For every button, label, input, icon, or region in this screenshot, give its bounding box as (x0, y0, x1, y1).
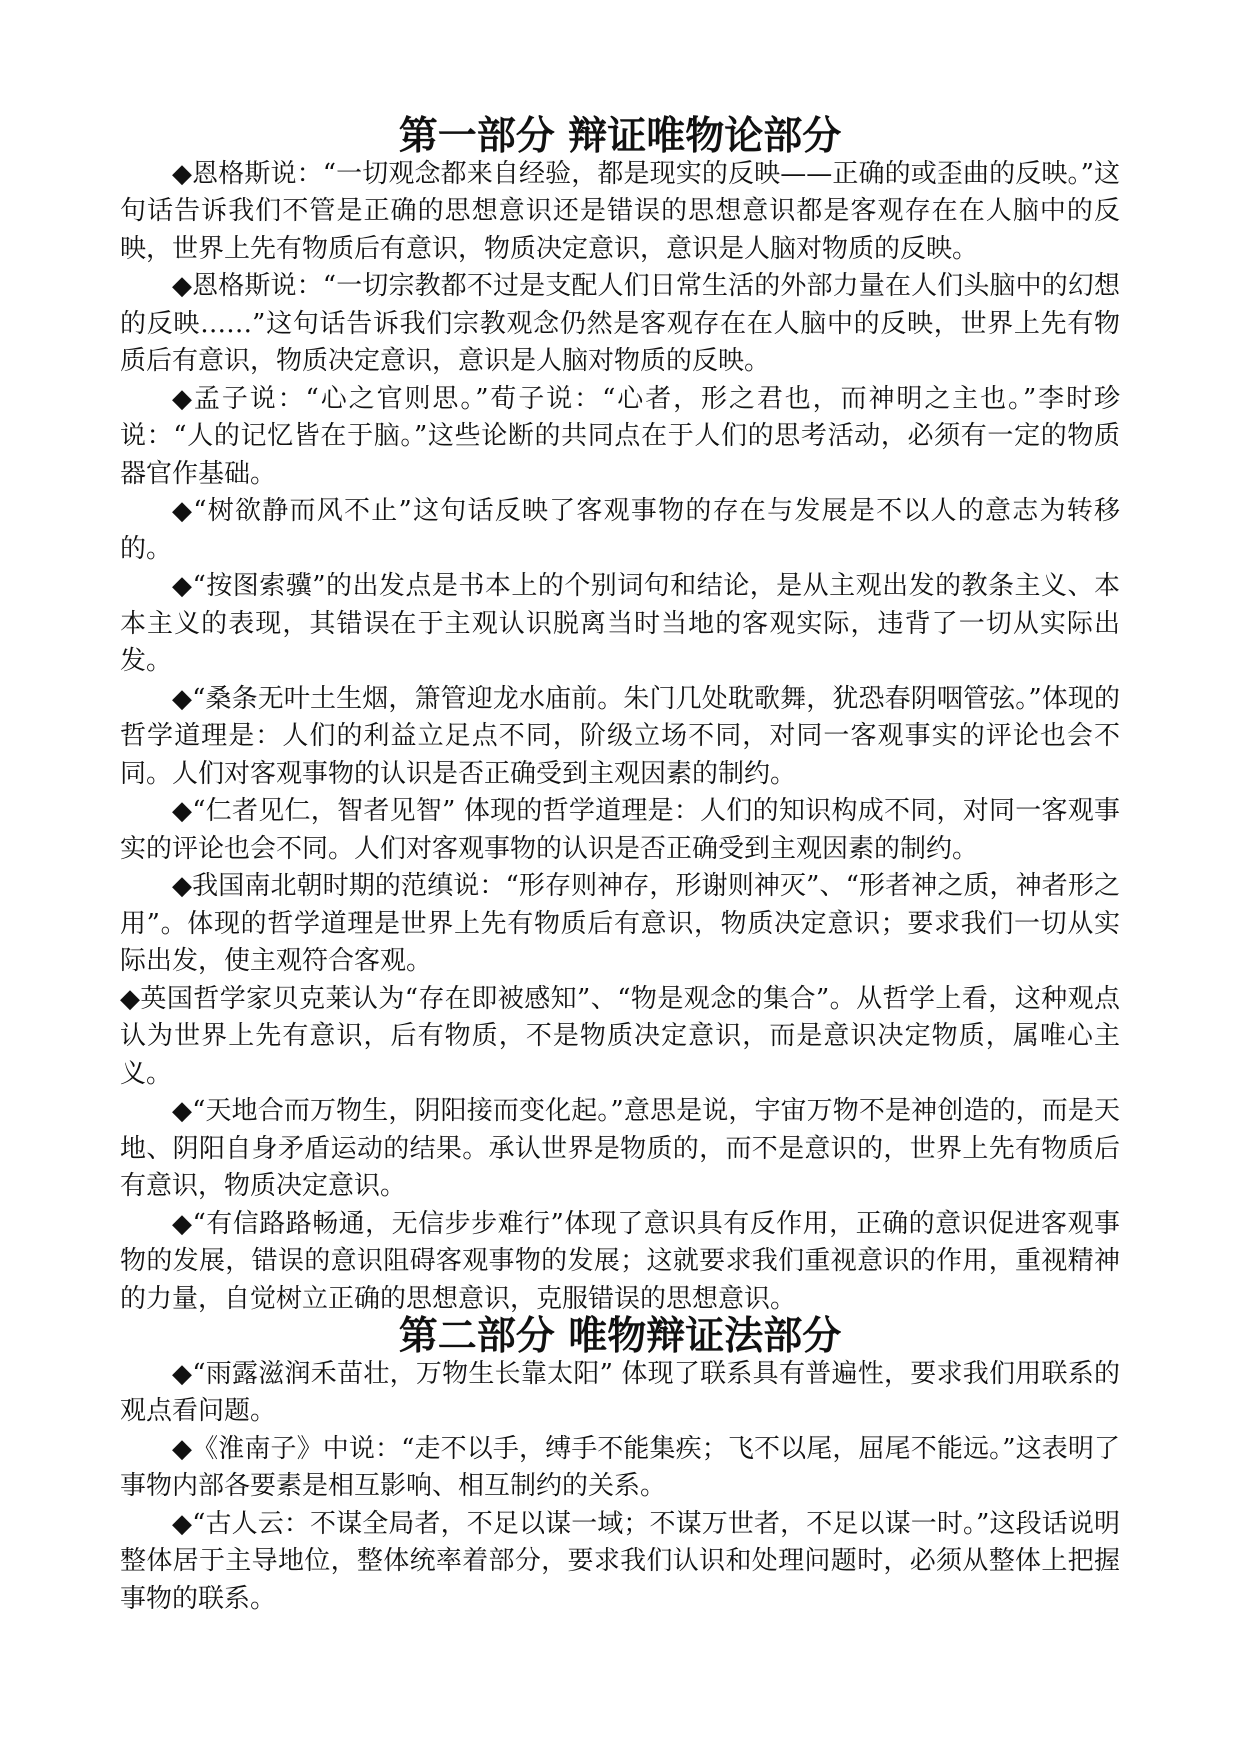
section-1-paragraph: ◆恩格斯说：“一切宗教都不过是支配人们日常生活的外部力量在人们头脑中的幻想的反映……”这句话告诉我们宗教观念仍然是客观存在在人脑中的反映，世界上先有物质后有意识，物质决定意识，意识是人脑对物质的反映。 (120, 271, 1120, 376)
section-1-paragraph: ◆“按图索骥”的出发点是书本上的个别词句和结论，是从主观出发的教条主义、本本主义的表现，其错误在于主观认识脱离当时当地的客观实际，违背了一切从实际出发。 (120, 571, 1120, 676)
section-1-paragraph: ◆我国南北朝时期的范缜说：“形存则神存，形谢则神灭”、“形者神之质，神者形之用”。体现的哲学道理是世界上先有物质后有意识，物质决定意识；要求我们一切从实际出发，使主观符合客观。 (120, 871, 1120, 976)
section-1-paragraph: ◆“树欲静而风不止”这句话反映了客观事物的存在与发展是不以人的意志为转移的。 (120, 496, 1120, 564)
section-2-title: 第二部分 唯物辩证法部分 (398, 1313, 842, 1359)
section-1-paragraph: ◆“桑条无叶土生烟，箫管迎龙水庙前。朱门几处耽歌舞，犹恐春阴咽管弦。”体现的哲学道理是：人们的利益立足点不同，阶级立场不同，对同一客观事实的评论也会不同。人们对客观事物的认识是否正确受到主观因素的制约。 (120, 683, 1120, 789)
section-1-paragraph: ◆恩格斯说：“一切观念都来自经验，都是现实的反映——正确的或歪曲的反映。”这句话告诉我们不管是正确的思想意识还是错误的思想意识都是客观存在在人脑中的反映，世界上先有物质后有意识，物质决定意识，意识是人脑对物质的反映。 (120, 158, 1120, 264)
section-1-paragraph: ◆“仁者见仁，智者见智” 体现的哲学道理是：人们的知识构成不同，对同一客观事实的评论也会不同。人们对客观事物的认识是否正确受到主观因素的制约。 (120, 796, 1120, 864)
section-1-paragraph: ◆“天地合而万物生，阴阳接而变化起。”意思是说，宇宙万物不是神创造的，而是天地、阴阳自身矛盾运动的结果。承认世界是物质的，而不是意识的，世界上先有物质后有意识，物质决定意识。 (120, 1096, 1120, 1201)
document-page (120, 113, 1120, 1618)
section-2-paragraph: ◆《淮南子》中说：“走不以手，缚手不能集疾；飞不以尾，屈尾不能远。”这表明了事物内部各要素是相互影响、相互制约的关系。 (120, 1433, 1120, 1501)
section-1-title: 第一部分 辩证唯物论部分 (398, 113, 842, 159)
section-1-paragraph: ◆孟子说：“心之官则思。”荀子说：“心者，形之君也，而神明之主也。”李时珍说：“人的记忆皆在于脑。”这些论断的共同点在于人们的思考活动，必须有一定的物质器官作基础。 (120, 383, 1120, 489)
section-1-paragraph: ◆“有信路路畅通，无信步步难行”体现了意识具有反作用，正确的意识促进客观事物的发展，错误的意识阻碍客观事物的发展；这就要求我们重视意识的作用，重视精神的力量，自觉树立正确的思想意识，克服错误的思想意识。 (120, 1208, 1120, 1314)
section-2-paragraph: ◆“古人云：不谋全局者，不足以谋一域；不谋万世者，不足以谋一时。”这段话说明整体居于主导地位，整体统率着部分，要求我们认识和处理问题时，必须从整体上把握事物的联系。 (120, 1508, 1120, 1614)
section-1-paragraph: ◆英国哲学家贝克莱认为“存在即被感知”、“物是观念的集合”。从哲学上看，这种观点认为世界上先有意识，后有物质，不是物质决定意识，而是意识决定物质，属唯心主义。 (120, 983, 1120, 1089)
section-2-paragraph: ◆“雨露滋润禾苗壮，万物生长靠太阳” 体现了联系具有普遍性，要求我们用联系的观点看问题。 (120, 1358, 1120, 1426)
